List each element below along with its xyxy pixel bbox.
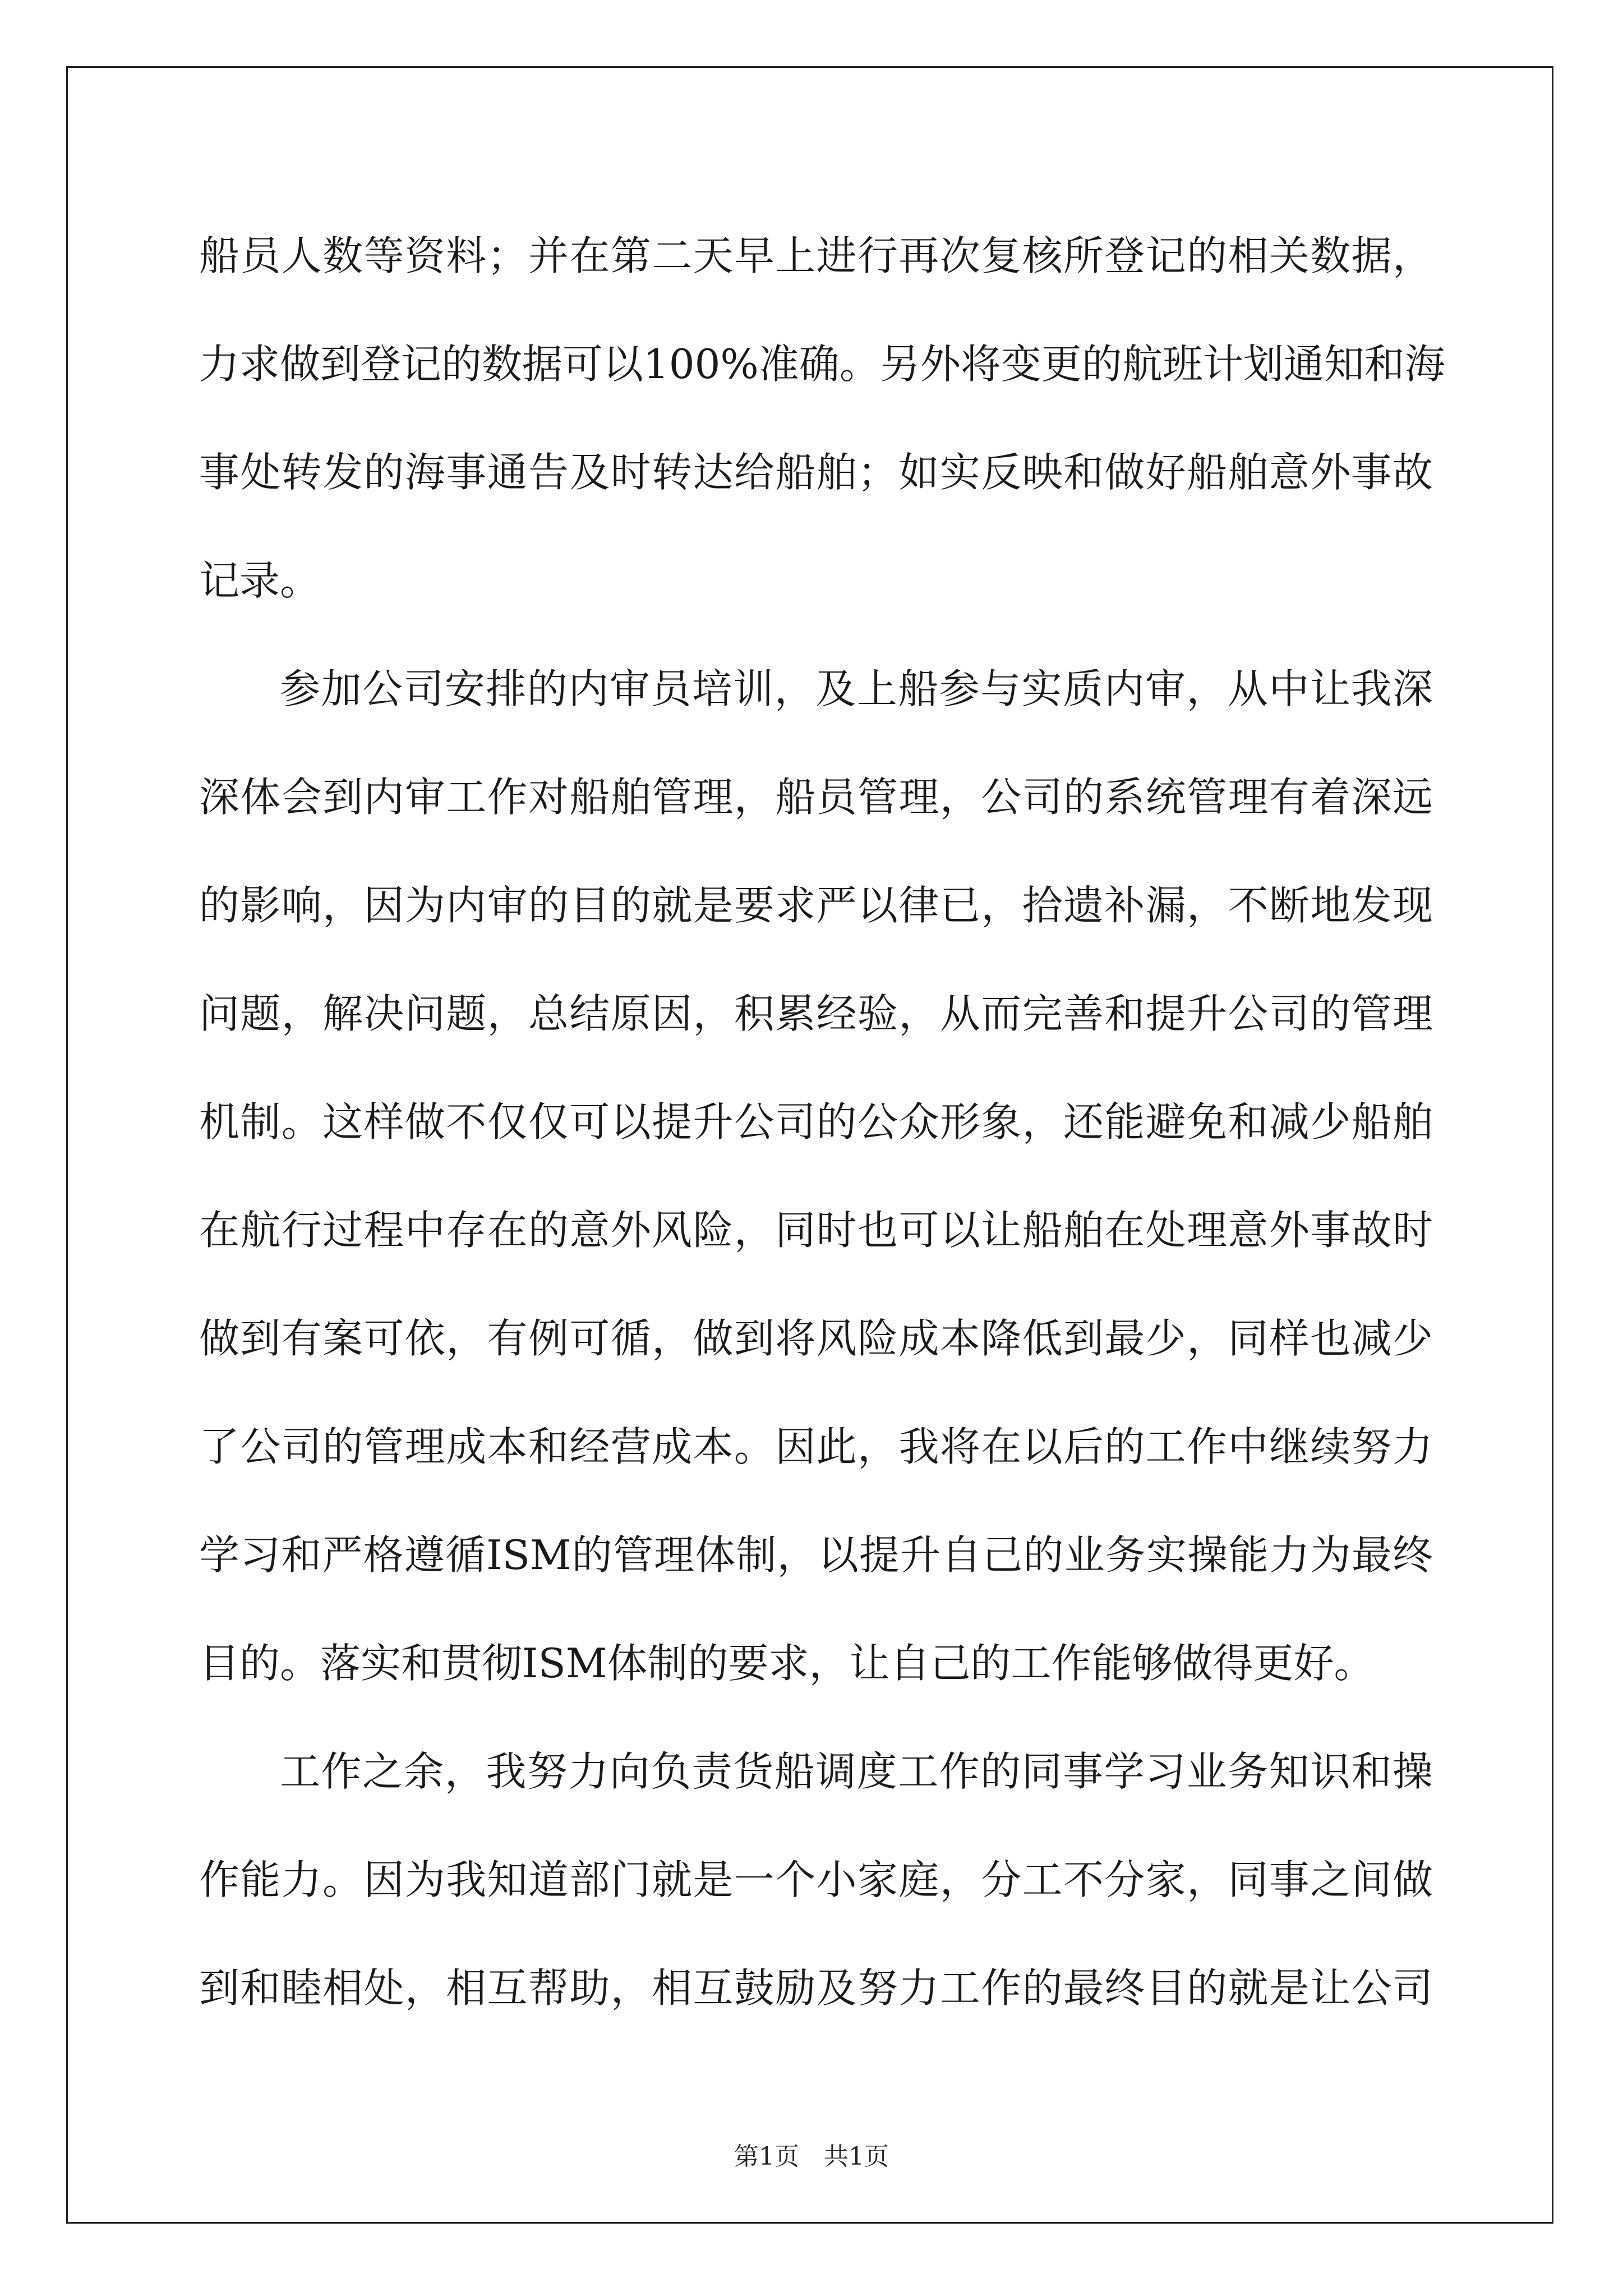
text-line: 到和睦相处，相互帮助，相互鼓励及努力工作的最终目的就是让公司 [199,1964,1433,2012]
text-line: 工作之余，我努力向负责货船调度工作的同事学习业务知识和操 [280,1748,1433,1795]
text-line: 事处转发的海事通告及时转达给船舶；如实反映和做好船舶意外事故 [199,449,1433,496]
text-line: 学习和严格遵循ISM的管理体制，以提升自己的业务实操能力为最终 [199,1531,1433,1579]
text-line: 的影响，因为内审的目的就是要求严以律已，拾遗补漏，不断地发现 [199,882,1433,929]
text-line: 深体会到内审工作对船舶管理，船员管理，公司的系统管理有着深远 [199,774,1433,821]
text-line: 了公司的管理成本和经营成本。因此，我将在以后的工作中继续努力 [199,1423,1433,1470]
text-line: 参加公司安排的内审员培训，及上船参与实质内审，从中让我深 [280,665,1433,712]
text-line: 力求做到登记的数据可以100%准确。另外将变更的航班计划通知和海 [199,341,1445,388]
text-line: 做到有案可依，有例可循，做到将风险成本降低到最少，同样也减少 [199,1315,1433,1362]
text-line: 船员人数等资料；并在第二天早上进行再次复核所登记的相关数据， [199,232,1433,279]
text-line: 机制。这样做不仅仅可以提升公司的公众形象，还能避免和减少船舶 [199,1098,1433,1145]
text-line: 记录。 [199,557,321,604]
text-line: 作能力。因为我知道部门就是一个小家庭，分工不分家，同事之间做 [199,1856,1433,1903]
text-line: 在航行过程中存在的意外风险，同时也可以让船舶在处理意外事故时 [199,1207,1433,1254]
document-body [199,202,1445,2042]
page-footer: 第1页 共1页 [734,2142,889,2171]
text-line: 问题，解决问题，总结原因，积累经验，从而完善和提升公司的管理 [199,990,1433,1037]
text-line: 目的。落实和贯彻ISM体制的要求，让自己的工作能够做得更好。 [199,1640,1375,1687]
